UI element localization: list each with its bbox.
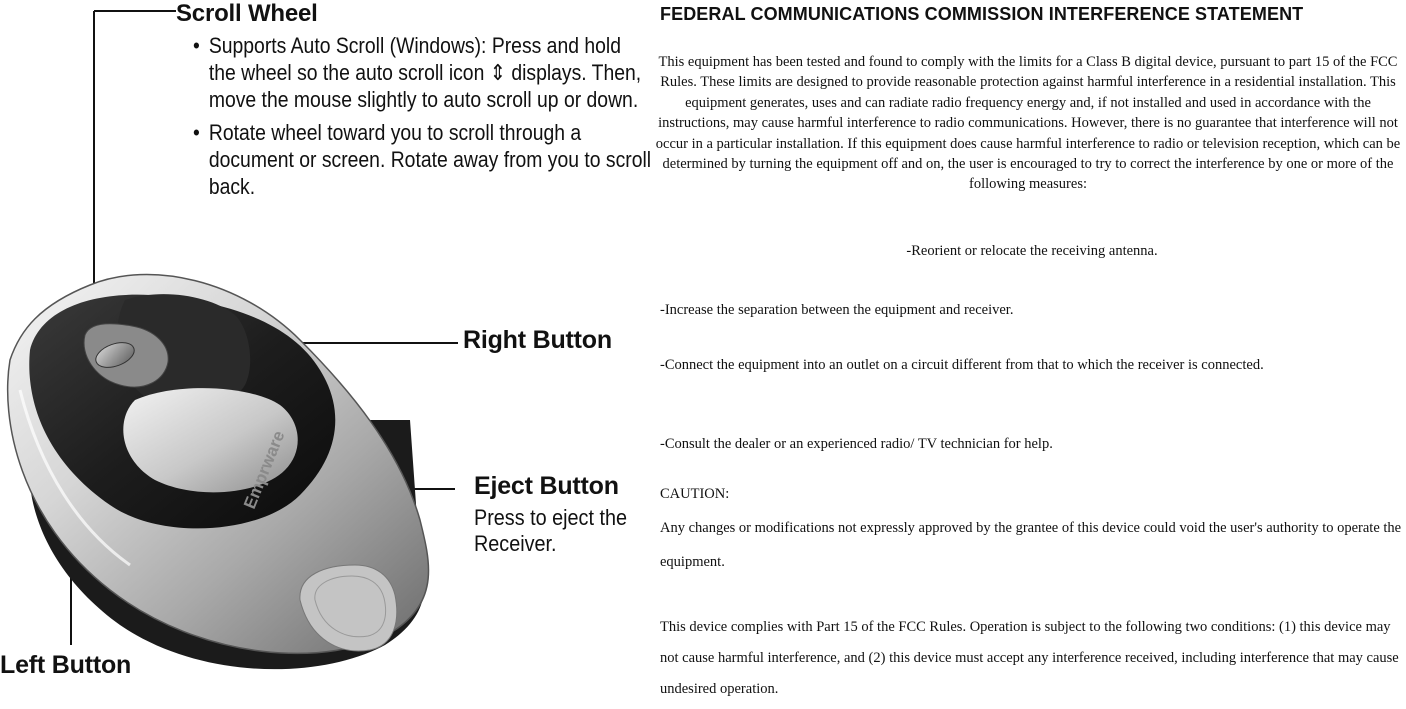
fcc-caution-title: CAUTION:	[660, 486, 730, 502]
scroll-wheel-bullet-rotate: • Rotate wheel toward you to scroll through a document or screen. Rotate away from you to scroll back.	[193, 119, 653, 200]
fcc-statement-panel	[650, 0, 1406, 709]
fcc-measure-outlet: -Connect the equipment into an outlet on a circuit different from that to which the receiver is connected.	[660, 357, 1264, 373]
scroll-wheel-bullet-auto-scroll: • Supports Auto Scroll (Windows): Press and hold the wheel so the auto scroll icon ⇕ displays. Then, move the mouse slightly to auto scroll up or down.	[193, 32, 653, 113]
eject-button-description-line1: Press to eject the	[474, 505, 627, 530]
fcc-measure-separation: -Increase the separation between the equipment and receiver.	[660, 302, 1014, 318]
fcc-compliance-text: This device complies with Part 15 of the FCC Rules. Operation is subject to the following two conditions: (1) this device may not cause harmful interference, and (2) this device must accept any interference received, including interference that may cause undesired operation.	[660, 619, 1399, 697]
scroll-wheel-heading: Scroll Wheel	[176, 0, 318, 27]
fcc-caution-text: Any changes or modifications not expressly approved by the grantee of this device could void the user's authority to operate the equipment.	[660, 520, 1402, 570]
right-button-label: Right Button	[463, 326, 612, 354]
left-button-label: Left Button	[0, 651, 132, 679]
scroll-wheel-bullet-list	[193, 32, 652, 206]
fcc-measure-consult: -Consult the dealer or an experienced radio/ TV technician for help.	[660, 436, 1053, 452]
eject-button-description-line2: Receiver.	[474, 531, 557, 556]
eject-button-label: Eject Button	[474, 472, 619, 500]
fcc-measure-reorient: -Reorient or relocate the receiving antenna.	[906, 243, 1158, 259]
fcc-statement-title: FEDERAL COMMUNICATIONS COMMISSION INTERFERENCE STATEMENT	[660, 4, 1304, 24]
mouse-brand-logo: Emprware	[240, 428, 289, 512]
fcc-intro-paragraph: This equipment has been tested and found to comply with the limits for a Class B digital device, pursuant to part 15 of the FCC Rules. These limits are designed to provide reasonable protection against harmful interference in a residential installation. This equipment generates, uses and can radiate radio frequency energy and, if not installed and used in accordance with the instructions, may cause harmful interference to radio communications. However, there is no guarantee that interference will not occur in a particular installation. If this equipment does cause harmful interference to radio or television reception, which can be determined by turning the equipment off and on, the user is encouraged to try to correct the interference by one or more of the following measures:	[655, 54, 1401, 193]
mouse-diagram-panel	[0, 0, 650, 709]
